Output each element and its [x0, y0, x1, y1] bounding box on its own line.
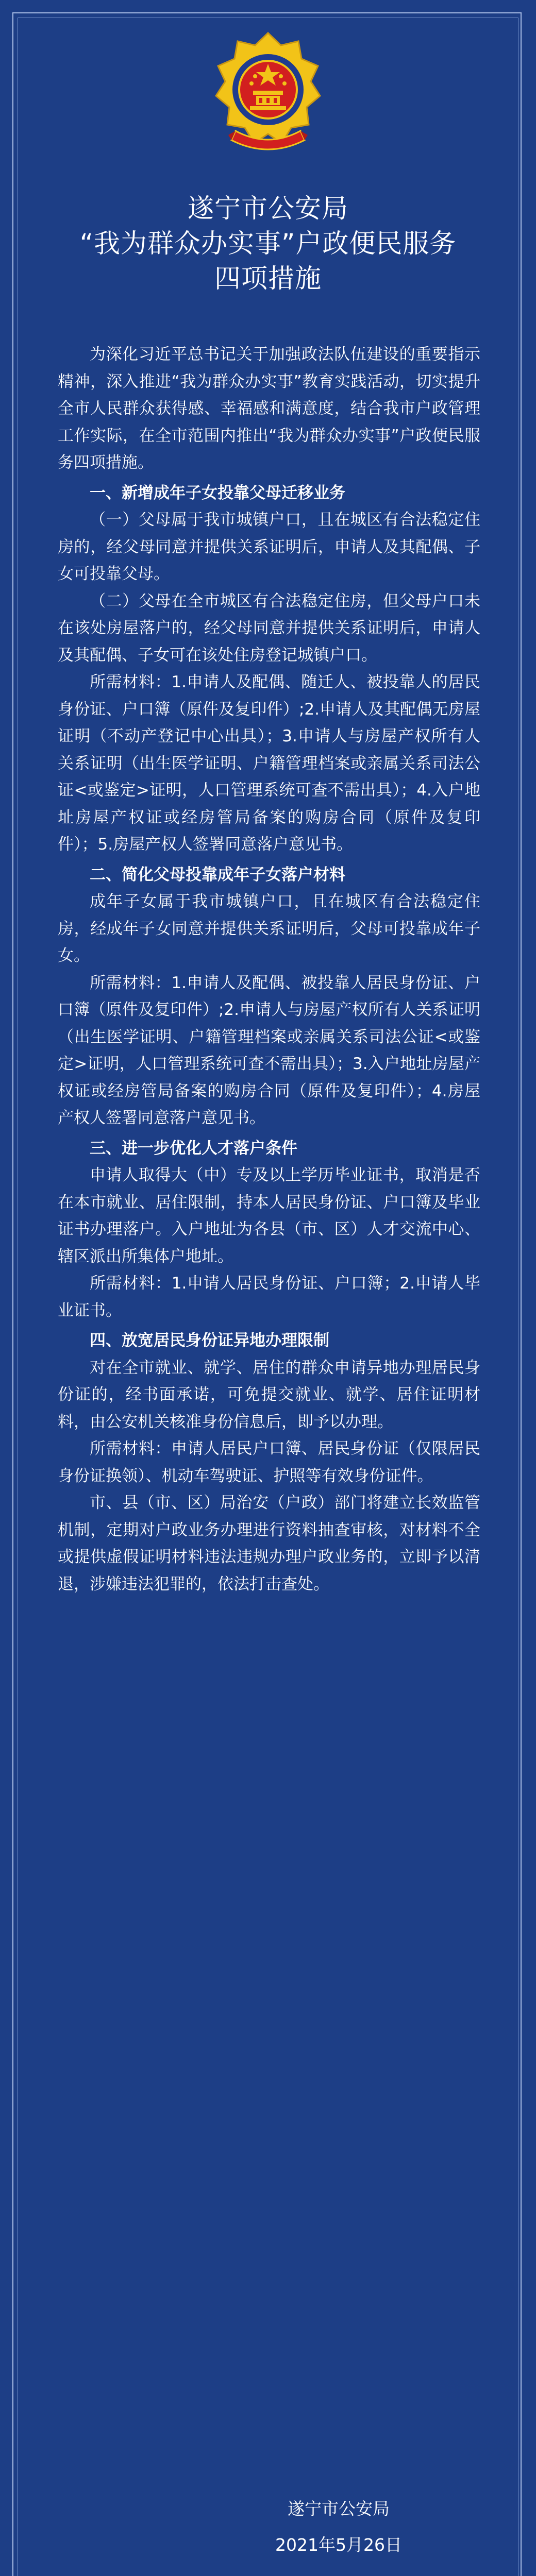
document-title	[0, 192, 536, 297]
emblem-container	[0, 30, 536, 164]
section-heading-2: 二、简化父母投靠成年子女落户材料	[90, 865, 345, 884]
signature-date: 2021年5月26日	[275, 2535, 402, 2555]
closing-paragraph: 市、县（市、区）局治安（户政）部门将建立长效监管机制，定期对户政业务办理进行资料抽查审核，对材料不全或提供虚假证明材料违法违规办理户政业务的，立即予以清退，涉嫌违法犯罪的，依法打击查处。	[58, 1494, 480, 1594]
section-3-materials: 所需材料：1.申请人居民身份证、户口簿；2.申请人毕业证书。	[58, 1274, 480, 1320]
section-4-materials: 所需材料：申请人居民户口簿、居民身份证（仅限居民身份证换领）、机动车驾驶证、护照等有效身份证件。	[58, 1439, 480, 1485]
section-1-materials: 所需材料：1.申请人及配偶、随迁人、被投靠人的居民身份证、户口簿（原件及复印件）;2.申请人及其配偶无房屋证明（不动产登记中心出具）；3.申请人与房屋产权所有人关系证明（出生医学证明、户籍管理档案或亲属关系司法公证<或鉴定>证明，人口管理系统可查不需出具）；4.入户地址房屋产权证或经房管局备案的购房合同（原件及复印件）；5.房屋产权人签署同意落户意见书。	[58, 673, 480, 854]
section-heading-1: 一、新增成年子女投靠父母迁移业务	[90, 483, 345, 502]
section-3-paragraph: 申请人取得大（中）专及以上学历毕业证书，取消是否在本市就业、居住限制，持本人居民身份证、户口簿及毕业证书办理落户。入户地址为各县（市、区）人才交流中心、辖区派出所集体户地址。	[58, 1166, 480, 1266]
document-body	[58, 341, 480, 1598]
section-2-paragraph: 成年子女属于我市城镇户口，且在城区有合法稳定住房，经成年子女同意并提供关系证明后，父母可投靠成年子女。	[58, 892, 480, 965]
signature-block	[275, 2491, 402, 2563]
title-line-3: 四项措施	[214, 264, 322, 294]
police-emblem-icon	[204, 30, 332, 164]
intro-paragraph: 为深化习近平总书记关于加强政法队伍建设的重要指示精神，深入推进“我为群众办实事”教育实践活动，切实提升全市人民群众获得感、幸福感和满意度，结合我市户政管理工作实际，在全市范围内推出“我为群众办实事”户政便民服务四项措施。	[58, 345, 480, 472]
section-1-paragraph: （一）父母属于我市城镇户口，且在城区有合法稳定住房的，经父母同意并提供关系证明后，申请人及其配偶、子女可投靠父母。	[58, 511, 480, 583]
section-1-paragraph: （二）父母在全市城区有合法稳定住房，但父母户口未在该处房屋落户的，经父母同意并提供关系证明后，申请人及其配偶、子女可在该处住房登记城镇户口。	[58, 591, 480, 665]
title-line-1: 遂宁市公安局	[187, 194, 348, 224]
signature-org: 遂宁市公安局	[288, 2499, 390, 2519]
section-heading-4: 四、放宽居民身份证异地办理限制	[90, 1331, 329, 1350]
title-line-2: “我为群众办实事”户政便民服务	[79, 229, 457, 259]
section-heading-3: 三、进一步优化人才落户条件	[90, 1139, 297, 1158]
section-4-paragraph: 对在全市就业、就学、居住的群众申请异地办理居民身份证的，经书面承诺，可免提交就业、就学、居住证明材料，由公安机关核准身份信息后，即予以办理。	[58, 1358, 480, 1431]
section-2-materials: 所需材料：1.申请人及配偶、被投靠人居民身份证、户口簿（原件及复印件）;2.申请人与房屋产权所有人关系证明（出生医学证明、户籍管理档案或亲属关系司法公证<或鉴定>证明，人口管理系统可查不需出具）；3.入户地址房屋产权证或经房管局备案的购房合同（原件及复印件）；4.房屋产权人签署同意落户意见书。	[58, 973, 480, 1127]
